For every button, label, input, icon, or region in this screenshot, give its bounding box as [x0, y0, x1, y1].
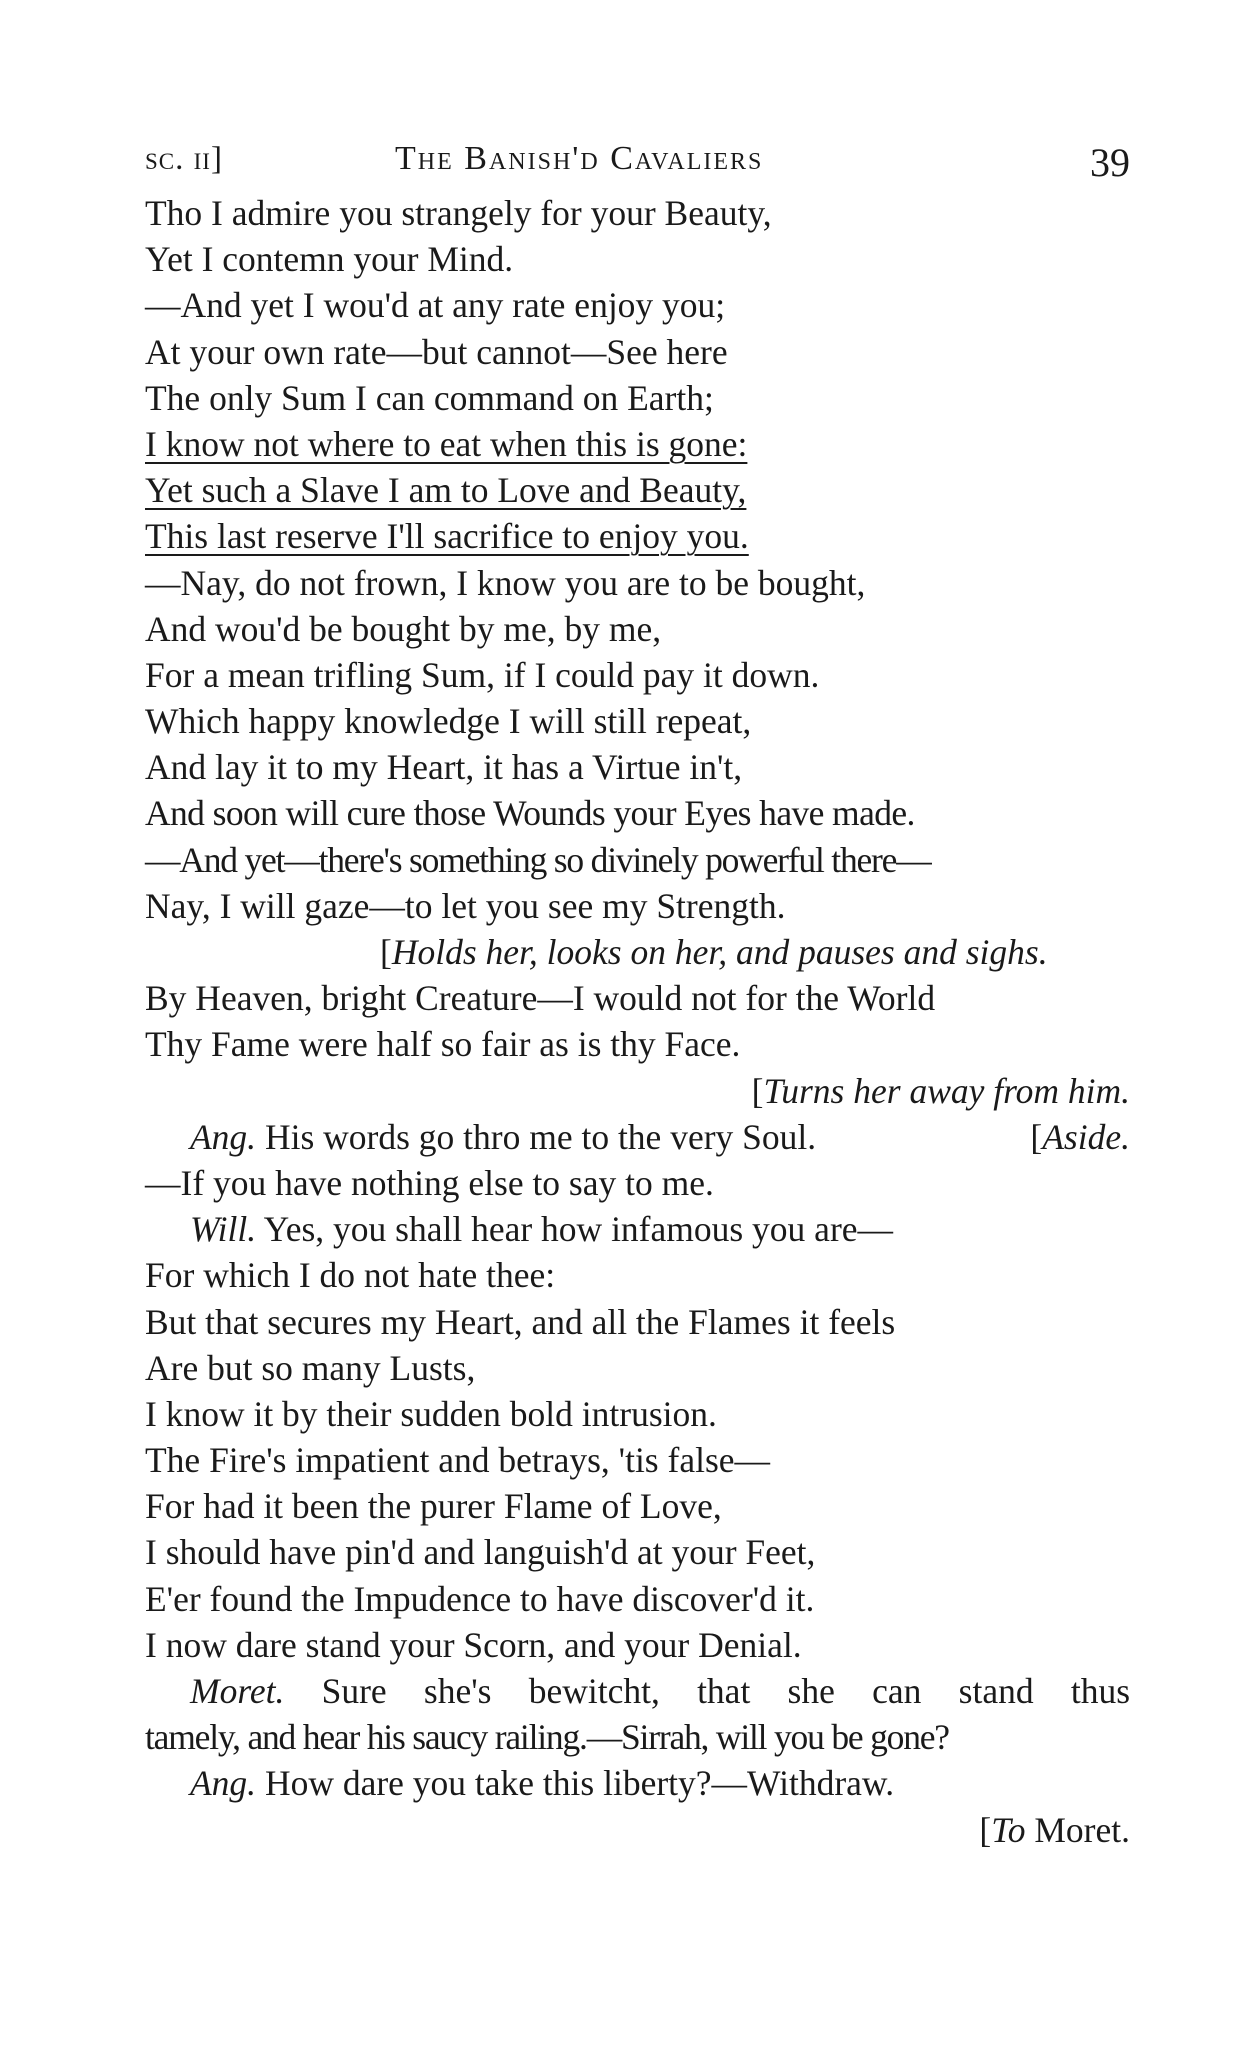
- verse-line: For had it been the purer Flame of Love,: [145, 1486, 722, 1527]
- speech-line: Moret. Sure she's bewitcht, that she can stand thus: [190, 1671, 1131, 1711]
- running-header: [145, 134, 1130, 184]
- verse-line: Yet I contemn your Mind.: [145, 239, 514, 280]
- verse-line: At your own rate—but cannot—See here: [145, 331, 728, 372]
- verse-line: I now dare stand your Scorn, and your Denial.: [145, 1624, 802, 1665]
- scene-label: sc. ii]: [145, 141, 223, 177]
- speaker-name: Moret.: [190, 1671, 285, 1711]
- verse-line: But that secures my Heart, and all the Flames it feels: [145, 1301, 896, 1342]
- verse-line: And wou'd be bought by me, by me,: [145, 608, 662, 649]
- verse-line: The Fire's impatient and betrays, 'tis false—: [145, 1440, 771, 1481]
- stage-direction: [Turns her away from him.: [751, 1070, 1130, 1111]
- play-text: [145, 190, 1130, 1853]
- underlined-verse: Yet such a Slave I am to Love and Beauty,: [145, 470, 747, 511]
- running-title: The Banish'd Cavaliers: [395, 140, 764, 177]
- verse-line: I should have pin'd and languish'd at your Feet,: [145, 1532, 816, 1573]
- verse-line: E'er found the Impudence to have discover'd it.: [145, 1578, 815, 1619]
- verse-line: —Nay, do not frown, I know you are to be bought,: [145, 562, 866, 603]
- verse-line: Thy Fame were half so fair as is thy Face.: [145, 1024, 741, 1065]
- verse-line: [145, 513, 1130, 559]
- verse-line: Tho I admire you strangely for your Beauty,: [145, 193, 772, 233]
- verse-line: By Heaven, bright Creature—I would not for the World: [145, 978, 936, 1019]
- speech-line: Ang. His words go thro me to the very Soul. [Aside.: [145, 1114, 1130, 1160]
- prose-line: tamely, and hear his saucy railing.—Sirrah, will you be gone?: [145, 1717, 949, 1758]
- verse-line: The only Sum I can command on Earth;: [145, 377, 714, 418]
- verse-line: For which I do not hate thee:: [145, 1255, 556, 1296]
- speech-line: Will. Yes, you shall hear how infamous you are—: [190, 1209, 894, 1250]
- verse-line: —And yet I wou'd at any rate enjoy you;: [145, 285, 726, 326]
- verse-line: —And yet—there's something so divinely powerful there—: [145, 839, 931, 880]
- speaker-name: Will.: [190, 1209, 257, 1250]
- verse-line: Nay, I will gaze—to let you see my Strength.: [145, 885, 786, 926]
- aside-direction: [Aside.: [1030, 1116, 1130, 1157]
- verse-line: I know it by their sudden bold intrusion.: [145, 1393, 717, 1434]
- verse-line: And lay it to my Heart, it has a Virtue in't,: [145, 747, 743, 788]
- verse-line: Which happy knowledge I will still repeat,: [145, 701, 752, 742]
- verse-line: [145, 421, 1130, 467]
- speech-line: Ang. How dare you take this liberty?—Withdraw.: [190, 1763, 895, 1804]
- verse-line: For a mean trifling Sum, if I could pay it down.: [145, 654, 820, 695]
- verse-line: —If you have nothing else to say to me.: [145, 1162, 714, 1203]
- verse-line: Are but so many Lusts,: [145, 1347, 476, 1388]
- verse-line: [145, 467, 1130, 513]
- speaker-name: Ang.: [190, 1116, 257, 1157]
- underlined-verse: I know not where to eat when this is gone:: [145, 423, 748, 464]
- underlined-verse: This last reserve I'll sacrifice to enjoy you.: [145, 516, 749, 557]
- stage-direction: [To Moret.: [979, 1809, 1130, 1850]
- stage-direction: [Holds her, looks on her, and pauses and sighs.: [380, 932, 1048, 972]
- verse-line: And soon will cure those Wounds your Eyes have made.: [145, 793, 915, 834]
- speaker-name: Ang.: [190, 1763, 257, 1804]
- page-number: 39: [1090, 140, 1130, 185]
